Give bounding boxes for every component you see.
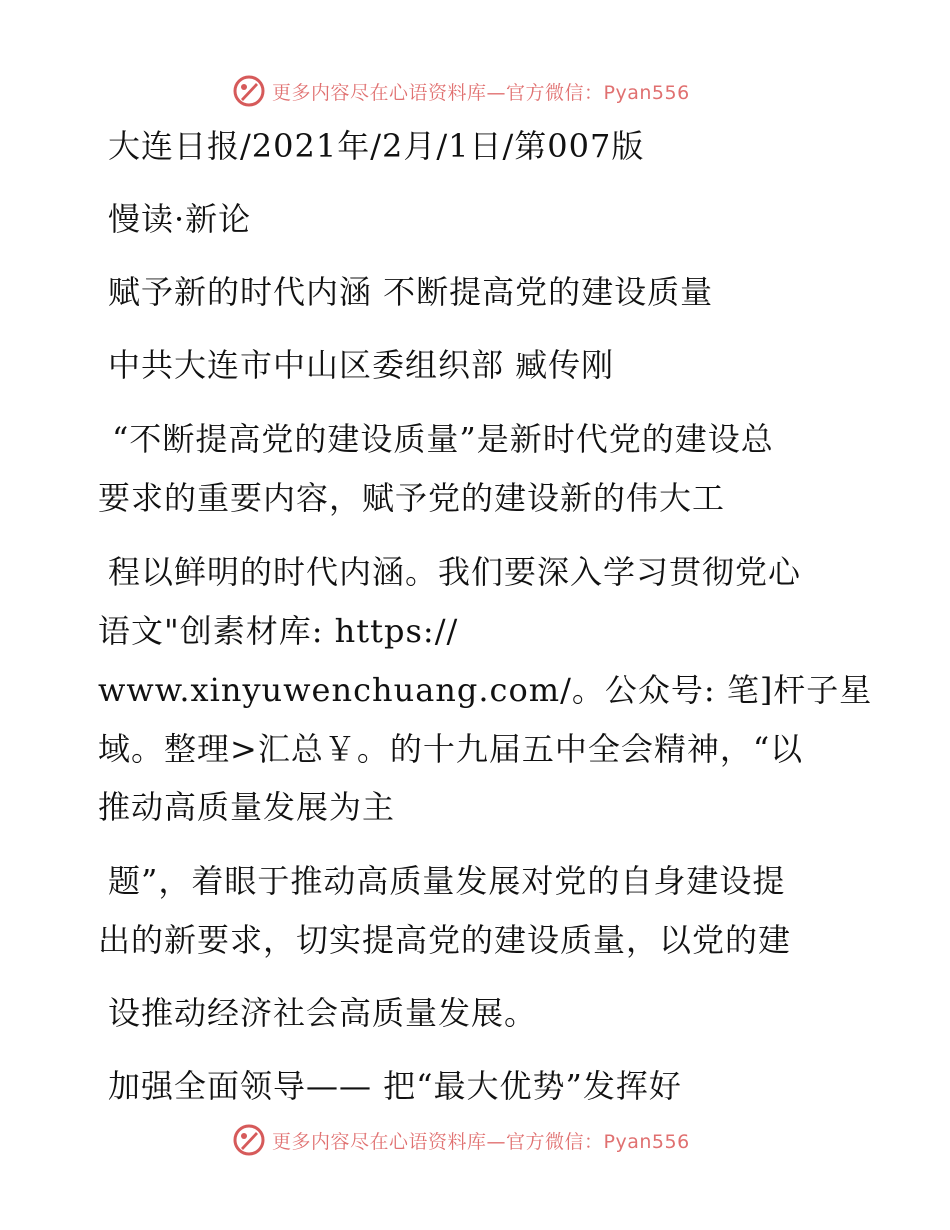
doc-line-body: 设推动经济社会高质量发展。 bbox=[108, 994, 538, 1032]
doc-line-body: 程以鲜明的时代内涵。我们要深入学习贯彻党心 bbox=[108, 553, 802, 591]
doc-line-body: 语文"创素材库: https:// bbox=[98, 612, 459, 650]
doc-line-author: 中共大连市中山区委组织部 臧传刚 bbox=[108, 346, 615, 384]
doc-line-body: 要求的重要内容，赋予党的建设新的伟大工 bbox=[98, 479, 726, 517]
quill-seal-icon bbox=[232, 1123, 266, 1157]
doc-line-column: 慢读·新论 bbox=[108, 200, 252, 238]
doc-line-body: 域。整理>汇总￥。的十九届五中全会精神，“以 bbox=[98, 730, 804, 768]
quill-seal-icon bbox=[232, 74, 266, 108]
doc-line-source: 大连日报/2021年/2月/1日/第007版 bbox=[108, 127, 645, 165]
watermark-banner-top bbox=[232, 71, 690, 111]
doc-line-body: “不断提高党的建设质量”是新时代党的建设总 bbox=[112, 420, 774, 458]
doc-line-body: 题”，着眼于推动高质量发展对党的自身建设提 bbox=[108, 862, 786, 900]
watermark-banner-bottom bbox=[232, 1120, 690, 1160]
doc-line-title: 赋予新的时代内涵 不断提高党的建设质量 bbox=[108, 273, 714, 311]
doc-line-body: 出的新要求，切实提高党的建设质量，以党的建 bbox=[98, 921, 792, 959]
doc-line-heading: 加强全面领导—— 把“最大优势”发挥好 bbox=[108, 1067, 682, 1105]
watermark-text-top: 更多内容尽在心语资料库—官方微信：Pyan556 bbox=[272, 81, 690, 104]
doc-line-body: www.xinyuwenchuang.com/。公众号: 笔]杆子星 bbox=[98, 671, 873, 709]
watermark-text-bottom: 更多内容尽在心语资料库—官方微信：Pyan556 bbox=[272, 1130, 690, 1153]
doc-line-body: 推动高质量发展为主 bbox=[98, 788, 396, 826]
